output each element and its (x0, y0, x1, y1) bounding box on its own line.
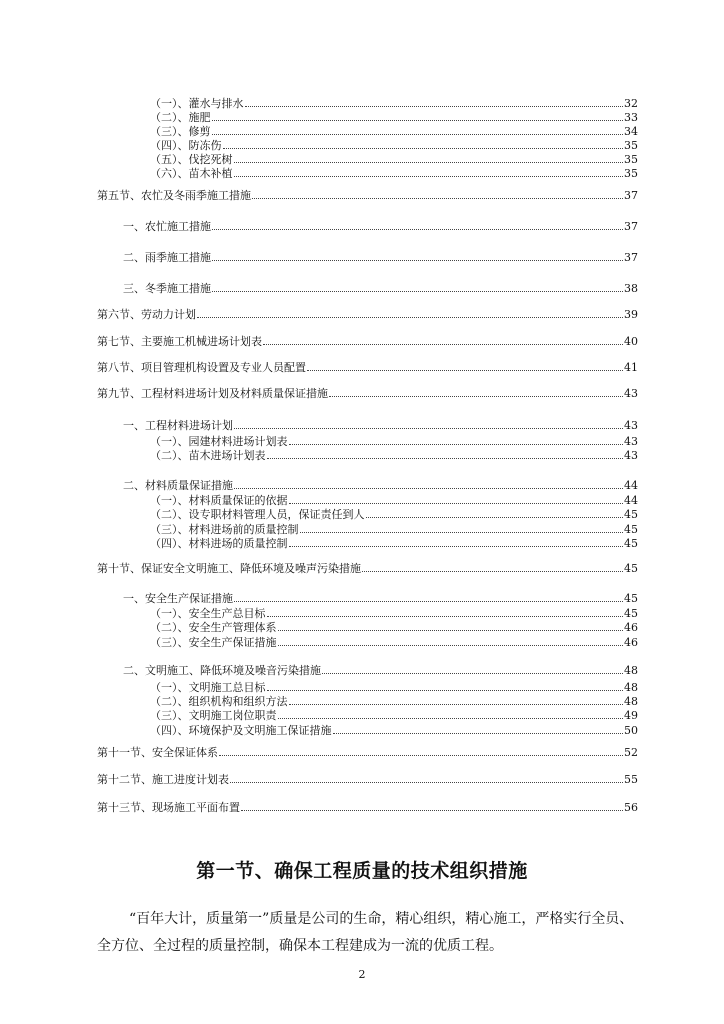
toc-entry[interactable] (97, 334, 638, 349)
toc-entry[interactable] (97, 386, 638, 401)
toc-entry[interactable] (150, 96, 638, 111)
toc-entry-title: 二、文明施工、降低环境及噪音污染措施 (123, 664, 321, 677)
toc-entry-page: 48 (624, 681, 638, 694)
toc-entry-page: 50 (624, 724, 638, 737)
toc-entry[interactable] (97, 745, 638, 760)
toc-entry[interactable] (150, 124, 638, 139)
toc-entry-title: 第六节、劳动力计划 (97, 308, 196, 321)
toc-entry-page: 43 (624, 435, 638, 448)
toc-entry[interactable] (150, 723, 638, 738)
toc-entry-page: 35 (624, 139, 638, 152)
toc-entry-page: 34 (624, 125, 638, 138)
toc-entry-title: （四）、环境保护及文明施工保证措施 (150, 724, 332, 737)
toc-entry[interactable] (150, 536, 638, 551)
toc-entry[interactable] (123, 418, 638, 433)
toc-entry-page: 55 (624, 773, 638, 786)
section-heading: 第一节、确保工程质量的技术组织措施 (196, 860, 528, 882)
toc-entry-title: 三、冬季施工措施 (123, 282, 211, 295)
toc-entry[interactable] (150, 635, 638, 650)
toc-entry[interactable] (123, 281, 638, 296)
body-paragraph (97, 906, 642, 960)
toc-entry-page: 41 (624, 361, 638, 374)
toc-entry[interactable] (123, 478, 638, 493)
toc-entry-page: 37 (624, 220, 638, 233)
toc-entry-title: （四）、材料进场的质量控制 (150, 537, 288, 550)
toc-entry-page: 44 (624, 479, 638, 492)
toc-entry[interactable] (123, 663, 638, 678)
toc-entry-title: 二、雨季施工措施 (123, 251, 211, 264)
toc-entry[interactable] (150, 620, 638, 635)
toc-entry-page: 35 (624, 167, 638, 180)
toc-entry-page: 46 (624, 636, 638, 649)
toc-entry-page: 45 (624, 592, 638, 605)
toc-entry-title: （二）、苗木进场计划表 (150, 449, 266, 462)
toc-entry-title: （二）、设专职材料管理人员，保证责任到人 (150, 508, 365, 521)
toc-entry-title: （一）、安全生产总目标 (150, 607, 266, 620)
toc-entry-title: 一、安全生产保证措施 (123, 592, 233, 605)
toc-entry-title: 一、农忙施工措施 (123, 220, 211, 233)
toc-entry-page: 38 (624, 282, 638, 295)
toc-entry-title: （二）、施肥 (150, 111, 211, 124)
body-paragraph-text: “百年大计，质量第一”质量是公司的生命，精心组织，精心施工，严格实行全员、全方位、全过程的质量控制，确保本工程建成为一流的优质工程。 (97, 911, 634, 954)
toc-entry-title: 第五节、农忙及冬雨季施工措施 (97, 189, 251, 202)
toc-entry-title: 一、工程材料进场计划 (123, 419, 233, 432)
toc-entry[interactable] (150, 434, 638, 449)
toc-entry[interactable] (150, 448, 638, 463)
toc-entry-page: 32 (624, 97, 638, 110)
toc-entry-page: 45 (624, 537, 638, 550)
toc-entry-title: （一）、园建材料进场计划表 (150, 435, 288, 448)
page-number: 2 (358, 968, 366, 981)
toc-entry[interactable] (150, 493, 638, 508)
toc-entry-title: （四）、防冻伤 (150, 139, 222, 152)
toc-entry[interactable] (123, 591, 638, 606)
toc-entry-title: （一）、灌水与排水 (150, 97, 244, 110)
toc-entry-title: 第十三节、现场施工平面布置 (97, 801, 240, 814)
toc-entry-title: 第八节、项目管理机构设置及专业人员配置 (97, 361, 306, 374)
toc-entry-page: 43 (624, 449, 638, 462)
toc-entry-title: （一）、文明施工总目标 (150, 681, 266, 694)
toc-entry-page: 33 (624, 111, 638, 124)
toc-entry-page: 44 (624, 494, 638, 507)
toc-entry-title: 第七节、主要施工机械进场计划表 (97, 335, 262, 348)
toc-entry[interactable] (150, 507, 638, 522)
toc-entry-page: 37 (624, 189, 638, 202)
toc-entry-title: （二）、安全生产管理体系 (150, 621, 277, 634)
toc-entry-page: 40 (624, 335, 638, 348)
toc-entry[interactable] (123, 250, 638, 265)
toc-entry-title: （三）、文明施工岗位职责 (150, 709, 277, 722)
toc-entry-title: （六）、苗木补植 (150, 167, 233, 180)
toc-entry[interactable] (150, 694, 638, 709)
toc-entry-page: 43 (624, 419, 638, 432)
toc-entry[interactable] (97, 561, 638, 576)
toc-entry-title: 第九节、工程材料进场计划及材料质量保证措施 (97, 387, 328, 400)
toc-entry[interactable] (150, 138, 638, 153)
toc-entry[interactable] (123, 219, 638, 234)
toc-entry[interactable] (150, 680, 638, 695)
toc-entry[interactable] (150, 522, 638, 537)
toc-entry-title: 第十二节、施工进度计划表 (97, 773, 229, 786)
toc-entry-title: （三）、材料进场前的质量控制 (150, 523, 299, 536)
toc-entry-title: 二、材料质量保证措施 (123, 479, 233, 492)
toc-entry-page: 48 (624, 695, 638, 708)
toc-entry-page: 46 (624, 621, 638, 634)
toc-entry[interactable] (150, 708, 638, 723)
toc-entry-title: 第十节、保证安全文明施工、降低环境及噪声污染措施 (97, 562, 361, 575)
toc-entry-page: 48 (624, 664, 638, 677)
toc-entry-title: （一）、材料质量保证的依据 (150, 494, 288, 507)
toc-entry[interactable] (97, 307, 638, 322)
toc-entry-page: 43 (624, 387, 638, 400)
toc-entry[interactable] (97, 800, 638, 815)
toc-entry-page: 35 (624, 153, 638, 166)
toc-entry-title: （三）、修剪 (150, 125, 211, 138)
toc-entry-page: 45 (624, 508, 638, 521)
toc-entry[interactable] (150, 606, 638, 621)
toc-entry-title: （五）、伐挖死树 (150, 153, 233, 166)
toc-entry-page: 39 (624, 308, 638, 321)
toc-entry-title: （二）、组织机构和组织方法 (150, 695, 288, 708)
toc-entry-page: 56 (624, 801, 638, 814)
toc-entry-title: （三）、安全生产保证措施 (150, 636, 277, 649)
toc-entry-page: 45 (624, 562, 638, 575)
toc-entry[interactable] (97, 188, 638, 203)
toc-entry[interactable] (97, 772, 638, 787)
toc-entry[interactable] (150, 152, 638, 167)
toc-entry[interactable] (150, 110, 638, 125)
toc-entry-page: 49 (624, 709, 638, 722)
toc-entry-page: 45 (624, 607, 638, 620)
toc-entry-title: 第十一节、安全保证体系 (97, 746, 218, 759)
toc-entry-page: 45 (624, 523, 638, 536)
toc-entry[interactable] (97, 360, 638, 375)
toc-entry[interactable] (150, 166, 638, 181)
toc-entry-page: 52 (624, 746, 638, 759)
toc-entry-page: 37 (624, 251, 638, 264)
